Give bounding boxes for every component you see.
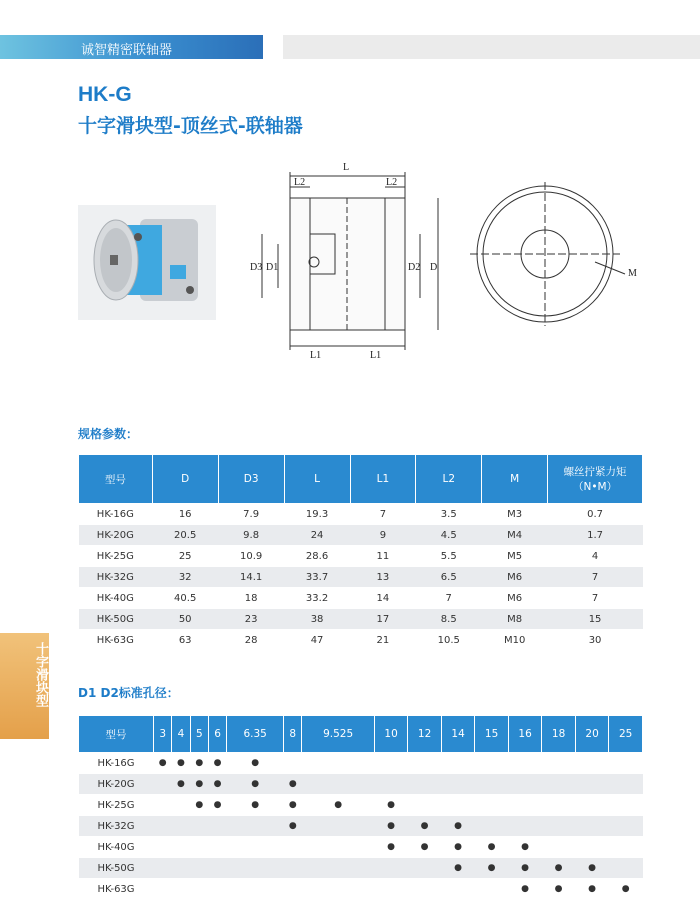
spec-cell: 38 [284, 609, 350, 630]
bore-header-size: 18 [542, 716, 576, 753]
bore-dot-cell [475, 879, 509, 900]
product-photo [78, 205, 216, 320]
bore-dot-cell: ● [172, 774, 190, 795]
spec-cell: 7.9 [218, 504, 284, 525]
spec-header-cell: D [152, 455, 218, 504]
spec-table [78, 454, 643, 651]
bore-dot-cell: ● [227, 795, 284, 816]
bore-dot-cell [609, 795, 643, 816]
bore-header-size: 9.525 [302, 716, 374, 753]
spec-header-cell: D3 [218, 455, 284, 504]
spec-cell: 13 [350, 567, 416, 588]
bore-dot-cell [441, 795, 475, 816]
brand-name: 诚智精密联轴器 [81, 43, 173, 58]
product-model: HK-G [78, 83, 132, 106]
spec-cell: 1.7 [548, 525, 643, 546]
bore-dot-cell [302, 837, 374, 858]
bore-dot-cell [227, 879, 284, 900]
bore-dot-cell [508, 753, 542, 774]
bore-dot-cell [475, 753, 509, 774]
bore-dot-cell: ● [575, 879, 609, 900]
bore-header-size: 14 [441, 716, 475, 753]
bore-dot-cell [302, 879, 374, 900]
bore-dot-cell [575, 795, 609, 816]
bore-dot-cell [154, 816, 172, 837]
spec-cell: HK-16G [79, 504, 153, 525]
dim-D: D [430, 262, 438, 273]
bore-dot-cell: ● [208, 795, 226, 816]
spec-cell: 24 [284, 525, 350, 546]
bore-dot-cell: ● [508, 879, 542, 900]
bore-dot-cell [302, 858, 374, 879]
bore-dot-cell [154, 858, 172, 879]
bore-model-cell: HK-16G [79, 753, 154, 774]
spec-section-title: 规格参数： [78, 427, 139, 441]
bore-header-size: 12 [408, 716, 442, 753]
bore-row [79, 753, 643, 774]
bore-dot-cell [575, 816, 609, 837]
spec-cell: HK-63G [79, 630, 153, 651]
spec-cell: 28 [218, 630, 284, 651]
bore-dot-cell [302, 774, 374, 795]
spec-cell: HK-40G [79, 588, 153, 609]
bore-dot-cell [508, 816, 542, 837]
bore-dot-cell: ● [408, 837, 442, 858]
spec-cell: 18 [218, 588, 284, 609]
bore-dot-cell [154, 837, 172, 858]
bore-dot-cell [508, 774, 542, 795]
spec-cell: 7 [416, 588, 482, 609]
bore-dot-cell: ● [172, 753, 190, 774]
spec-cell: 6.5 [416, 567, 482, 588]
bore-dot-cell: ● [441, 837, 475, 858]
spec-cell: 28.6 [284, 546, 350, 567]
bore-dot-cell [172, 816, 190, 837]
bore-dot-cell: ● [408, 816, 442, 837]
bore-dot-cell: ● [227, 753, 284, 774]
bore-header-size: 20 [575, 716, 609, 753]
bore-dot-cell: ● [190, 795, 208, 816]
bore-header-size: 6.35 [227, 716, 284, 753]
bore-dot-cell [208, 837, 226, 858]
bore-row [79, 879, 643, 900]
bore-dot-cell [227, 837, 284, 858]
bore-dot-cell: ● [374, 795, 408, 816]
bore-dot-cell [441, 879, 475, 900]
bore-dot-cell: ● [575, 858, 609, 879]
bore-dot-cell [542, 753, 576, 774]
spec-cell: M6 [482, 567, 548, 588]
bore-dot-cell [575, 753, 609, 774]
spec-cell: M5 [482, 546, 548, 567]
spec-cell: 21 [350, 630, 416, 651]
bore-dot-cell: ● [374, 816, 408, 837]
bore-dot-cell [172, 795, 190, 816]
bore-dot-cell: ● [208, 774, 226, 795]
bore-dot-cell [190, 879, 208, 900]
bore-dot-cell [154, 879, 172, 900]
spec-cell: HK-25G [79, 546, 153, 567]
bore-dot-cell [542, 774, 576, 795]
spec-row [79, 504, 643, 525]
bore-dot-cell [609, 753, 643, 774]
spec-cell: 47 [284, 630, 350, 651]
bore-dot-cell [475, 816, 509, 837]
bore-dot-cell: ● [609, 879, 643, 900]
spec-cell: HK-20G [79, 525, 153, 546]
spec-cell: 4.5 [416, 525, 482, 546]
bore-dot-cell [227, 858, 284, 879]
bore-dot-cell: ● [508, 858, 542, 879]
bore-header-size: 8 [284, 716, 302, 753]
spec-row [79, 609, 643, 630]
spec-cell: 50 [152, 609, 218, 630]
bore-row [79, 837, 643, 858]
bore-dot-cell [374, 879, 408, 900]
bore-row [79, 858, 643, 879]
spec-cell: 15 [548, 609, 643, 630]
spec-cell: 3.5 [416, 504, 482, 525]
bore-model-cell: HK-25G [79, 795, 154, 816]
spec-cell: HK-50G [79, 609, 153, 630]
bore-dot-cell [441, 753, 475, 774]
side-category-tab [0, 633, 49, 739]
bore-header-size: 25 [609, 716, 643, 753]
bore-dot-cell [609, 858, 643, 879]
spec-cell: M4 [482, 525, 548, 546]
bore-dot-cell [408, 879, 442, 900]
dim-D2: D2 [408, 262, 421, 273]
bore-dot-cell [302, 753, 374, 774]
spec-cell: 11 [350, 546, 416, 567]
spec-row [79, 525, 643, 546]
bore-dot-cell [575, 774, 609, 795]
dim-L: L [343, 162, 350, 173]
bore-dot-cell [284, 858, 302, 879]
bore-dot-cell: ● [284, 816, 302, 837]
spec-cell: 14.1 [218, 567, 284, 588]
spec-cell: 10.9 [218, 546, 284, 567]
bore-header-size: 5 [190, 716, 208, 753]
bore-row [79, 816, 643, 837]
spec-cell: 0.7 [548, 504, 643, 525]
bore-model-cell: HK-40G [79, 837, 154, 858]
bore-dot-cell: ● [475, 837, 509, 858]
bore-dot-cell [542, 816, 576, 837]
spec-row [79, 630, 643, 651]
spec-cell: HK-32G [79, 567, 153, 588]
bore-dot-cell [542, 837, 576, 858]
bore-model-cell: HK-20G [79, 774, 154, 795]
bore-dot-cell [441, 774, 475, 795]
dim-D1: D1 [266, 262, 279, 273]
spec-cell: 9 [350, 525, 416, 546]
bore-dot-cell [408, 858, 442, 879]
bore-dot-cell: ● [542, 879, 576, 900]
spec-cell: 14 [350, 588, 416, 609]
dim-L1-left: L1 [310, 350, 322, 361]
bore-table [78, 715, 643, 900]
bore-model-cell: HK-63G [79, 879, 154, 900]
spec-cell: 19.3 [284, 504, 350, 525]
bore-dot-cell [284, 837, 302, 858]
bore-dot-cell [172, 837, 190, 858]
dim-D3: D3 [250, 262, 263, 273]
bore-dot-cell [208, 858, 226, 879]
bore-dot-cell: ● [542, 858, 576, 879]
spec-cell: 16 [152, 504, 218, 525]
spec-cell: 7 [350, 504, 416, 525]
bore-dot-cell: ● [190, 774, 208, 795]
product-title: 十字滑块型-顶丝式-联轴器 [78, 115, 303, 137]
bore-dot-cell [609, 816, 643, 837]
bore-dot-cell [408, 753, 442, 774]
spec-cell: 33.7 [284, 567, 350, 588]
spec-cell: 30 [548, 630, 643, 651]
spec-cell: 33.2 [284, 588, 350, 609]
bore-dot-cell: ● [208, 753, 226, 774]
bore-header-size: 6 [208, 716, 226, 753]
bore-dot-cell [609, 774, 643, 795]
bore-dot-cell [284, 753, 302, 774]
bore-dot-cell [374, 753, 408, 774]
spec-cell: 20.5 [152, 525, 218, 546]
bore-dot-cell [172, 858, 190, 879]
bore-header-size: 10 [374, 716, 408, 753]
bore-dot-cell [475, 795, 509, 816]
bore-row [79, 774, 643, 795]
bore-dot-cell: ● [508, 837, 542, 858]
bore-dot-cell [172, 879, 190, 900]
spec-cell: 7 [548, 567, 643, 588]
bore-dot-cell [542, 795, 576, 816]
bore-dot-cell: ● [154, 753, 172, 774]
dim-M: M [628, 268, 637, 279]
spec-cell: 10.5 [416, 630, 482, 651]
bore-dot-cell [408, 774, 442, 795]
bore-dot-cell [609, 837, 643, 858]
bore-dot-cell [374, 774, 408, 795]
header-gray-bar [283, 35, 700, 59]
bore-dot-cell [374, 858, 408, 879]
dim-L1-right: L1 [370, 350, 382, 361]
spec-row [79, 588, 643, 609]
bore-dot-cell [227, 816, 284, 837]
spec-cell: 17 [350, 609, 416, 630]
bore-row [79, 795, 643, 816]
bore-dot-cell: ● [441, 816, 475, 837]
dim-L2-left: L2 [294, 177, 306, 188]
bore-dot-cell [190, 858, 208, 879]
bore-dot-cell: ● [284, 795, 302, 816]
brand-bar [0, 35, 263, 59]
bore-dot-cell: ● [374, 837, 408, 858]
spec-row [79, 546, 643, 567]
bore-dot-cell [408, 795, 442, 816]
bore-dot-cell [190, 837, 208, 858]
bore-model-cell: HK-32G [79, 816, 154, 837]
spec-cell: 9.8 [218, 525, 284, 546]
bore-header-size: 15 [475, 716, 509, 753]
spec-cell: 8.5 [416, 609, 482, 630]
bore-dot-cell [154, 774, 172, 795]
spec-header-cell: 型号 [79, 455, 153, 504]
bore-dot-cell [154, 795, 172, 816]
bore-dot-cell: ● [227, 774, 284, 795]
bore-dot-cell [284, 879, 302, 900]
bore-dot-cell: ● [190, 753, 208, 774]
spec-cell: 25 [152, 546, 218, 567]
bore-header-size: 16 [508, 716, 542, 753]
bore-header-size: 4 [172, 716, 190, 753]
bore-dot-cell: ● [441, 858, 475, 879]
spec-cell: 23 [218, 609, 284, 630]
bore-section-title: D1 D2标准孔径： [78, 686, 179, 700]
spec-row [79, 567, 643, 588]
dim-L2-right: L2 [386, 177, 398, 188]
spec-cell: 5.5 [416, 546, 482, 567]
bore-dot-cell: ● [284, 774, 302, 795]
spec-header-cell: M [482, 455, 548, 504]
bore-dot-cell [575, 837, 609, 858]
spec-cell: M10 [482, 630, 548, 651]
spec-cell: M8 [482, 609, 548, 630]
spec-cell: M6 [482, 588, 548, 609]
bore-dot-cell: ● [302, 795, 374, 816]
spec-cell: 7 [548, 588, 643, 609]
bore-dot-cell [475, 774, 509, 795]
bore-header-size: 3 [154, 716, 172, 753]
spec-cell: 63 [152, 630, 218, 651]
bore-header-model: 型号 [79, 716, 154, 753]
technical-drawing [240, 158, 660, 363]
spec-cell: M3 [482, 504, 548, 525]
spec-cell: 32 [152, 567, 218, 588]
spec-cell: 4 [548, 546, 643, 567]
bore-dot-cell: ● [475, 858, 509, 879]
spec-header-cell: L1 [350, 455, 416, 504]
spec-header-cell: L2 [416, 455, 482, 504]
bore-dot-cell [302, 816, 374, 837]
bore-dot-cell [208, 879, 226, 900]
spec-header-cell: 螺丝拧紧力矩 （N•M） [548, 455, 643, 504]
bore-dot-cell [508, 795, 542, 816]
spec-header-cell: L [284, 455, 350, 504]
bore-dot-cell [190, 816, 208, 837]
side-tab-label: 十字滑块型 [33, 642, 48, 707]
bore-model-cell: HK-50G [79, 858, 154, 879]
bore-dot-cell [208, 816, 226, 837]
spec-cell: 40.5 [152, 588, 218, 609]
